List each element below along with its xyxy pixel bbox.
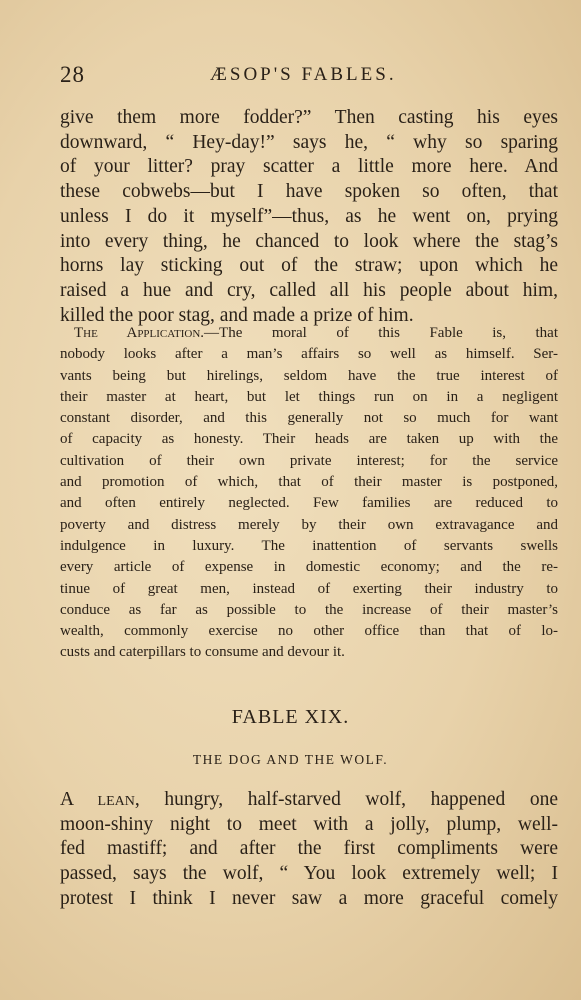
text-line: and promotion of which, that of their master is postponed, [60,474,558,491]
text-line: unless I do it myself”—thus, as he went on, prying [60,205,558,227]
text-line: tinue of great men, instead of exerting their industry to [60,580,558,597]
page-number: 28 [60,62,85,87]
text-line: raised a hue and cry, called all his people about him, [60,279,558,301]
text-line: every article of expense in domestic economy; and the re- [60,559,558,576]
text-line: constant disorder, and this generally not so much for want [60,410,558,427]
fable-subtitle: THE DOG AND THE WOLF. [192,752,389,767]
text-line: custs and caterpillars to consume and devour it. [60,644,345,661]
fable-paragraph [60,788,558,912]
text-line: moon-shiny night to meet with a jolly, plump, well- [60,813,558,835]
text-line [60,323,558,344]
text-line: conduce as far as possible to the increase of their master’s [60,601,558,618]
text-line: give them more fodder?” Then casting his eyes [60,107,558,128]
fable-first-line: hungry, half-starved wolf, happened one [139,789,558,810]
text-line: these cobwebs—but I have spoken so often, that [60,181,558,203]
fable-opening-words: A lean, [60,789,140,810]
text-line: protest I think I never saw a more graceful comely [60,887,558,909]
text-line: of your litter? pray scatter a little more here. And [60,156,558,178]
page-header [60,62,558,92]
application-heading: The Application. [74,325,205,341]
text-line: their master at heart, but let things run on in a negligent [60,388,558,405]
fable-title: FABLE XIX. [231,706,350,728]
running-head: ÆSOP'S FABLES. [210,64,397,85]
text-line: killed the poor stag, and made a prize of him. [60,304,414,326]
text-line: indulgence in luxury. The inattention of servants swells [60,537,558,554]
text-line: into every thing, he chanced to look where the stag’s [60,230,558,252]
text-line: horns lay sticking out of the straw; upon which he [60,255,558,277]
text-line: vants being but hirelings, seldom have the true interest of [60,367,558,384]
text-line: downward, “ Hey-day!” says he, “ why so sparing [60,131,558,153]
text-line: of capacity as honesty. Their heads are taken up with the [60,431,558,448]
application-paragraph [60,323,558,664]
text-line: and often entirely neglected. Few families are reduced to [60,495,558,512]
text-line: cultivation of their own private interest; for the service [60,452,558,469]
text-line: nobody looks after a man’s affairs so well as himself. Ser- [60,346,558,363]
text-line [60,788,558,813]
story-paragraph-continued [60,106,558,328]
text-line: fed mastiff; and after the first compliments were [60,838,558,860]
text-line: poverty and distress merely by their own extravagance and [60,516,558,533]
application-first-line: —The moral of this Fable is, that [204,325,558,341]
text-line: passed, says the wolf, “ You look extremely well; I [60,863,558,885]
text-line: wealth, commonly exercise no other office than that of lo- [60,623,558,640]
